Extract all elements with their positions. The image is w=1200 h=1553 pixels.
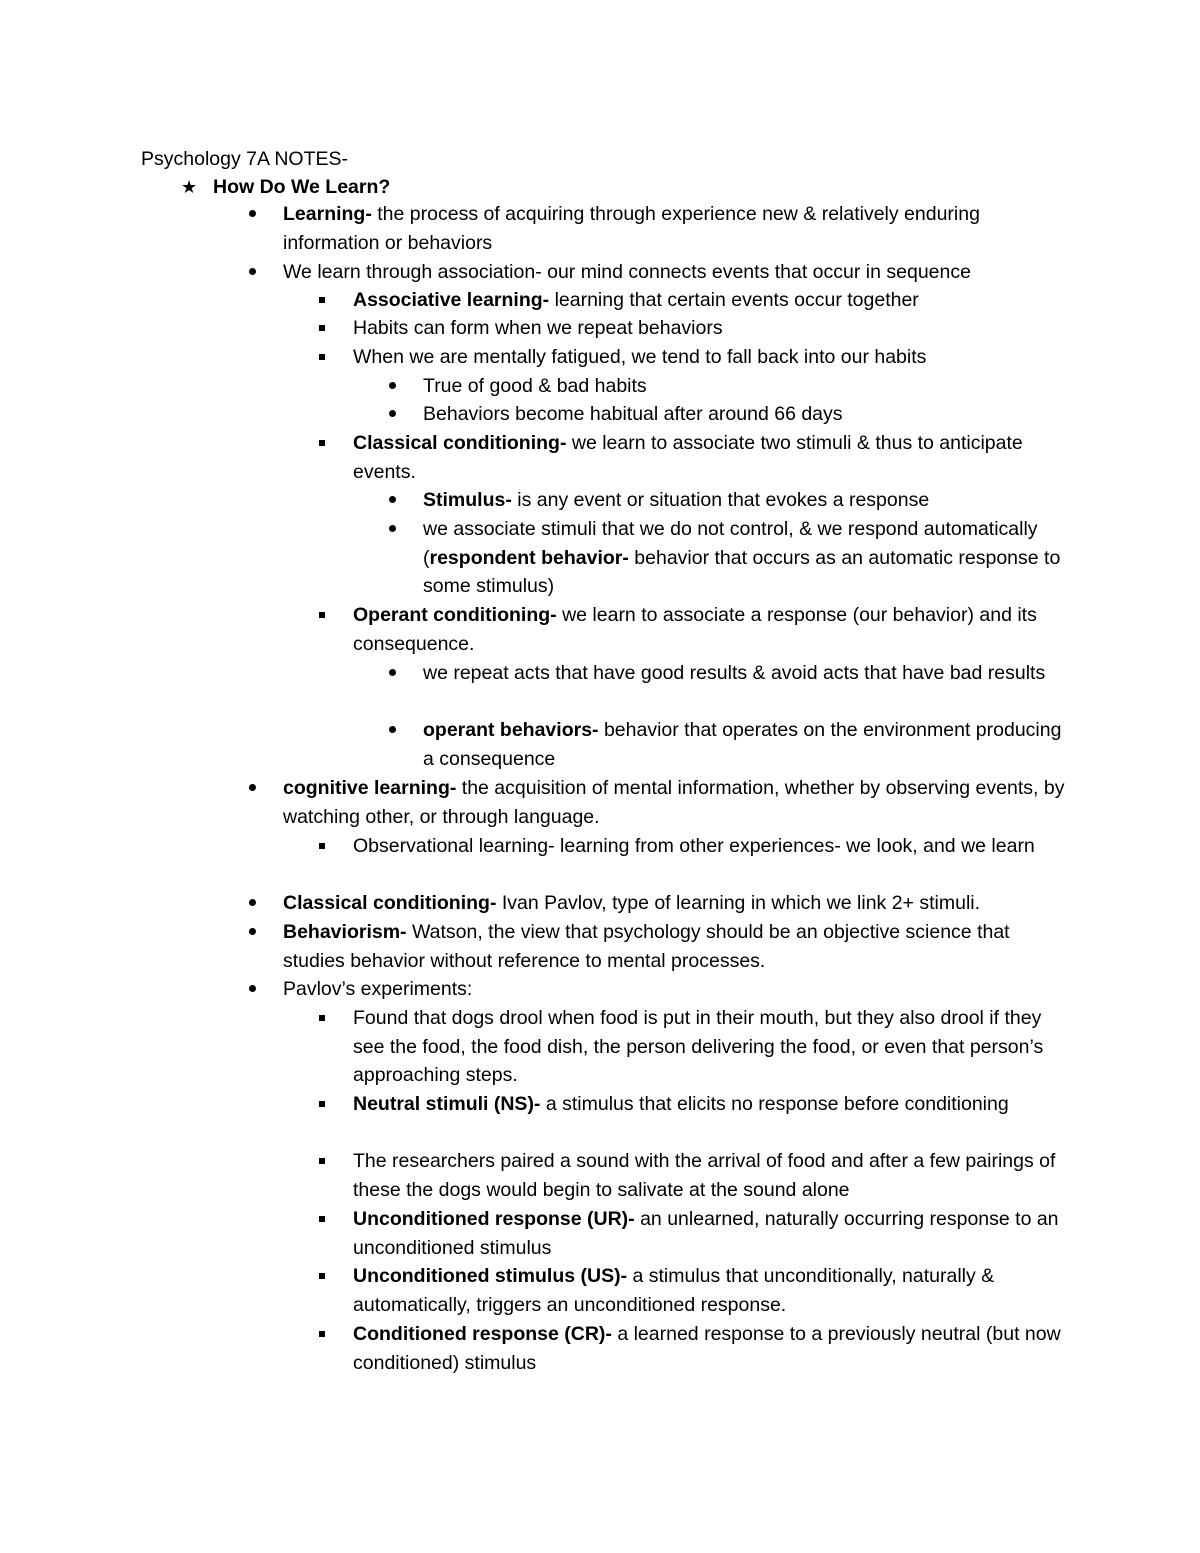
list-item	[317, 1147, 1067, 1204]
list-item	[317, 601, 1067, 658]
definition: behavior that occurs as an automatic response to some stimulus)	[423, 546, 1061, 598]
list-item	[387, 515, 1067, 601]
definition: Pavlov’s experiments:	[283, 978, 473, 1000]
term: Unconditioned stimulus (US)-	[353, 1265, 628, 1287]
term: Conditioned response (CR)-	[353, 1323, 612, 1345]
definition: a stimulus that elicits no response before conditioning	[540, 1093, 1009, 1115]
definition: we associate stimuli that we do not control, & we respond automatically (	[423, 518, 1038, 569]
term: Learning-	[283, 203, 372, 225]
list-item	[317, 1090, 1067, 1119]
term: operant behaviors-	[423, 719, 599, 741]
list-item	[317, 1320, 1067, 1377]
term: Behaviorism-	[283, 921, 407, 943]
term: Operant conditioning-	[353, 604, 557, 626]
definition: Ivan Pavlov, type of learning in which we link 2+ stimuli.	[496, 892, 981, 914]
definition: we learn to associate two stimuli & thus to anticipate events.	[353, 432, 1023, 483]
list-item	[317, 832, 1067, 861]
list-item	[317, 1004, 1067, 1090]
definition: we learn to associate a response (our behavior) and its consequence.	[353, 604, 1037, 655]
definition: we repeat acts that have good results & avoid acts that have bad results	[423, 662, 1046, 684]
term: respondent behavior-	[429, 546, 629, 569]
definition: When we are mentally fatigued, we tend to fall back into our habits	[353, 346, 927, 368]
term: Classical conditioning-	[283, 892, 497, 914]
definition: learning that certain events occur together	[549, 289, 919, 311]
definition: behavior that operates on the environment producing a consequence	[423, 719, 1062, 770]
star-icon: ★	[181, 177, 198, 197]
term: Neutral stimuli (NS)-	[353, 1093, 541, 1115]
definition: is any event or situation that evokes a response	[511, 489, 930, 511]
term: Associative learning-	[353, 289, 550, 311]
list-item	[387, 372, 1067, 401]
list-item	[247, 258, 1067, 287]
list-item	[317, 286, 1067, 315]
section-heading-text: How Do We Learn?	[213, 176, 391, 198]
list-item	[247, 200, 1067, 257]
term: Stimulus-	[423, 489, 512, 511]
definition: True of good & bad habits	[423, 375, 647, 397]
list-item	[317, 429, 1067, 486]
definition: the acquisition of mental information, whether by observing events, by watching other, or through language.	[283, 777, 1065, 828]
definition: We learn through association- our mind connects events that occur in sequence	[283, 261, 971, 283]
list-item	[247, 918, 1067, 975]
definition: Behaviors become habitual after around 66 days	[423, 403, 843, 425]
page-title: Psychology 7A NOTES-	[141, 148, 348, 170]
list-item	[317, 1262, 1067, 1319]
definition: Watson, the view that psychology should be an objective science that studies behavior without reference to mental processes.	[283, 921, 1010, 972]
list-item	[317, 343, 1067, 372]
term: Classical conditioning-	[353, 432, 567, 454]
list-item	[387, 659, 1067, 688]
definition: a learned response to a previously neutral (but now conditioned) stimulus	[353, 1323, 1061, 1374]
term: Unconditioned response (UR)-	[353, 1208, 635, 1230]
list-item	[247, 975, 1067, 1004]
definition: Found that dogs drool when food is put in their mouth, but they also drool if they see the food, the food dish, the person delivering the food, or even that person’s approaching steps.	[353, 1007, 1044, 1087]
definition: The researchers paired a sound with the arrival of food and after a few pairings of these the dogs would begin to salivate at the sound alone	[353, 1150, 1056, 1201]
list-item	[387, 400, 1067, 429]
list-item	[387, 486, 1067, 515]
list-item	[387, 716, 1067, 773]
list-item	[317, 314, 1067, 343]
list-item	[317, 1205, 1067, 1262]
term: cognitive learning-	[283, 777, 457, 799]
definition: the process of acquiring through experience new & relatively enduring information or behaviors	[283, 203, 980, 254]
list-item	[247, 774, 1067, 831]
list-item	[247, 889, 1067, 918]
definition: an unlearned, naturally occurring response to an unconditioned stimulus	[353, 1208, 1059, 1259]
definition: Observational learning- learning from other experiences- we look, and we learn	[353, 835, 1035, 857]
definition: Habits can form when we repeat behaviors	[353, 317, 723, 339]
definition: a stimulus that unconditionally, naturally & automatically, triggers an unconditioned response.	[353, 1265, 995, 1316]
